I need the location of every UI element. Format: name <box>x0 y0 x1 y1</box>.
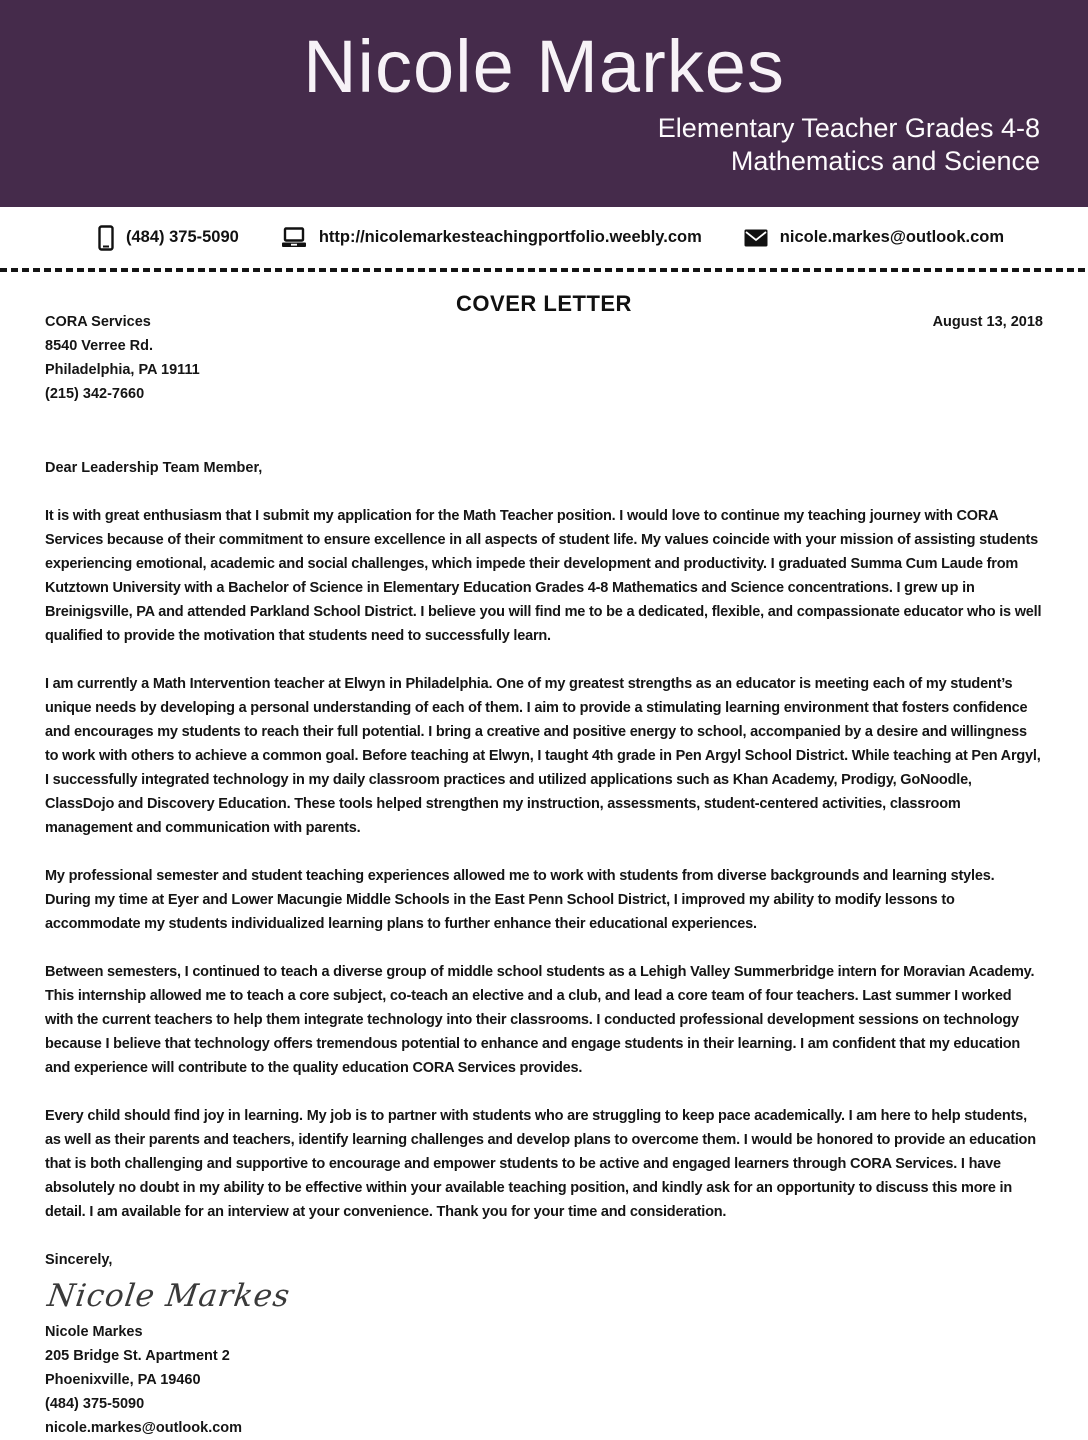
recipient-line: (215) 342-7660 <box>45 386 145 402</box>
handwritten-signature: Nicole Markes <box>45 1278 293 1314</box>
body-paragraph: It is with great enthusiasm that I submit my application for the Math Teacher position. I would love to continue my teaching journey with CORA Services because of their commitment to ensure excellence in all aspects of student life. My values coincide with your mission of assisting students experiencing emotional, academic and social challenges, which impede their development and productivity. I graduated Summa Cum Laude from Kutztown University with a Bachelor of Science in Elementary Education Grades 4-8 Mathematics and Science concentrations. I grew up in Breinigsville, PA and attended Parkland School District. I believe you will find me to be a dedicated, flexible, and compassionate educator who is well qualified to provide the motivation that students need to successfully learn. <box>45 508 1042 644</box>
laptop-icon <box>281 227 307 249</box>
contact-phone-text: (484) 375-5090 <box>126 228 239 246</box>
phone-icon <box>98 225 114 251</box>
contact-email-text: nicole.markes@outlook.com <box>779 228 1005 246</box>
header-subtitle <box>48 112 1040 178</box>
letter-title: COVER LETTER <box>456 291 632 316</box>
contact-bar <box>0 207 1088 268</box>
person-name: Nicole Markes <box>303 25 785 108</box>
sender-line: Nicole Markes <box>45 1324 143 1340</box>
closing: Sincerely, <box>45 1252 113 1268</box>
subtitle-line-1: Elementary Teacher Grades 4-8 <box>657 113 1040 143</box>
recipient-line: CORA Services <box>45 314 151 330</box>
sender-block <box>45 1320 1043 1440</box>
salutation: Dear Leadership Team Member, <box>45 460 263 476</box>
letter-date: August 13, 2018 <box>932 314 1043 330</box>
letter-body <box>0 272 1088 1440</box>
envelope-icon <box>744 229 768 247</box>
sender-line: 205 Bridge St. Apartment 2 <box>45 1348 230 1364</box>
subtitle-line-2: Mathematics and Science <box>730 146 1040 176</box>
sender-line: (484) 375-5090 <box>45 1396 145 1412</box>
recipient-line: Philadelphia, PA 19111 <box>45 362 200 378</box>
body-paragraph: Every child should find joy in learning. My job is to partner with students who are struggling to keep pace academically. I am here to help students, as well as their parents and teachers, identify learning challenges and develop plans to overcome them. I would be honored to provide an education that is both challenging and supportive to encourage and empower students to be active and engaged learners through CORA Services. I have absolutely no doubt in my ability to be effective within your available teaching position, and kindly ask for an opportunity to discuss this more in detail. I am available for an interview at your convenience. Thank you for your time and consideration. <box>45 1108 1036 1220</box>
header-banner <box>0 0 1088 207</box>
recipient-line: 8540 Verree Rd. <box>45 338 154 354</box>
sender-line: Phoenixville, PA 19460 <box>45 1372 201 1388</box>
body-paragraph: Between semesters, I continued to teach a diverse group of middle school students as a Lehigh Valley Summerbridge intern for Moravian Academy. This internship allowed me to teach a core subject, co-teach an elective and a club, and lead a core team of four teachers. Last summer I worked with the current teachers to help them integrate technology into their classrooms. I conducted professional development sessions on technology because I believe that technology offers tremendous potential to enhance and engage students in their learning. I am confident that my education and experience will contribute to the quality education CORA Services provides. <box>45 964 1035 1076</box>
contact-website-text: http://nicolemarkesteachingportfolio.weebly.com <box>318 228 702 246</box>
body-paragraph: I am currently a Math Intervention teacher at Elwyn in Philadelphia. One of my greatest strengths as an educator is meeting each of my student’s unique needs by developing a personal understanding of each of them. I aim to provide a stimulating learning environment that fosters confidence and encourages my students to reach their full potential. I bring a creative and positive energy to school, accompanied by a desire and willingness to work with others to achieve a common goal. Before teaching at Elwyn, I taught 4th grade in Pen Argyl School District. While teaching at Pen Argyl, I successfully integrated technology in my daily classroom practices and utilized applications such as Khan Academy, Prodigy, GoNoodle, ClassDojo and Discovery Education. These tools helped strengthen my instruction, assessments, student-centered activities, classroom management and communication with parents. <box>45 676 1041 836</box>
contact-email <box>744 228 1004 247</box>
contact-website <box>281 227 702 249</box>
sender-line: nicole.markes@outlook.com <box>45 1420 243 1436</box>
recipient-address <box>45 310 200 406</box>
body-paragraph: My professional semester and student teaching experiences allowed me to work with students from diverse backgrounds and learning styles. During my time at Eyer and Lower Macungie Middle Schools in the East Penn School District, I improved my ability to modify lessons to accommodate my students individualized learning plans to further enhance their educational experiences. <box>45 868 995 932</box>
contact-phone <box>98 225 239 251</box>
